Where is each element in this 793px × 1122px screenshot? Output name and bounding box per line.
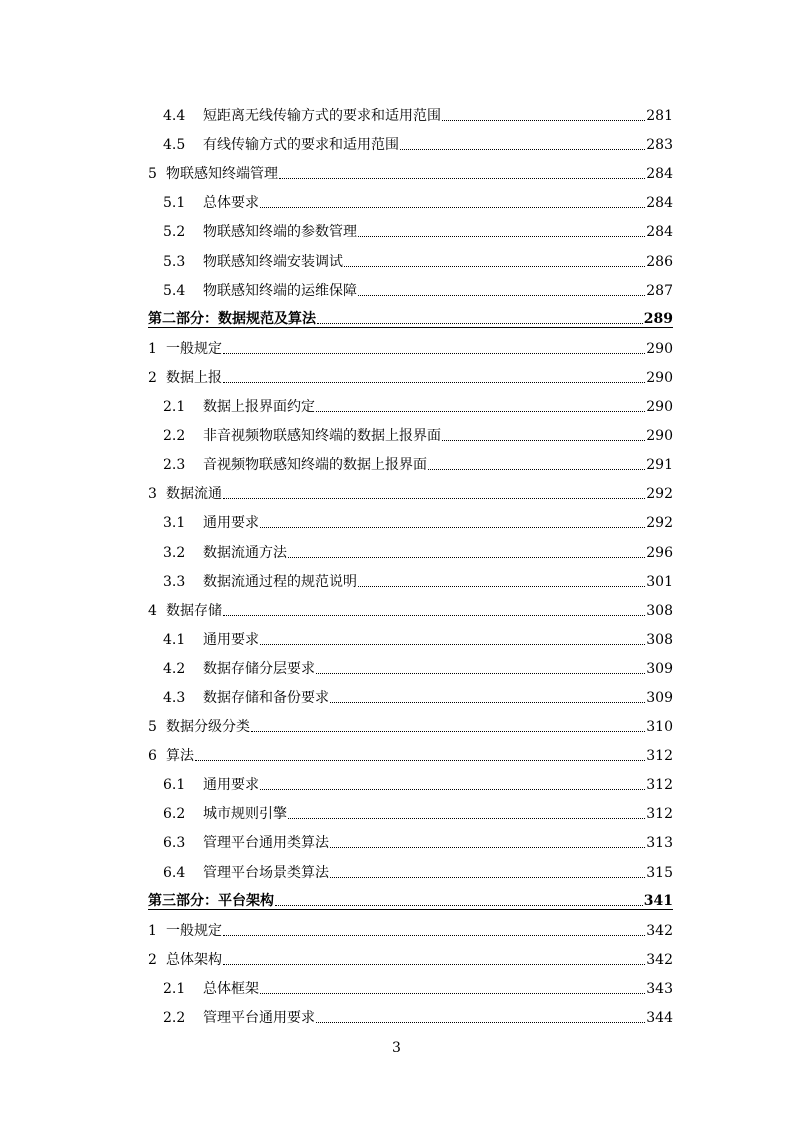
toc-entry-page: 290 [646,340,673,357]
toc-entry-title: 物联感知终端管理 [166,166,278,183]
toc-entry[interactable] [148,240,673,269]
dot-leader [428,456,645,470]
toc-entry-title: 管理平台通用要求 [203,1010,315,1026]
toc-entry-title: 第三部分：平台架构 [148,892,274,909]
toc-entry-title: 数据上报界面约定 [203,399,315,416]
toc-entry[interactable] [148,764,673,793]
toc-entry-title: 数据存储 [166,602,222,619]
toc-entry-title: 管理平台场景类算法 [203,864,329,881]
toc-entry-number: 4.2 [163,660,186,677]
dot-leader [279,165,645,179]
toc-entry-number: 3.3 [163,573,186,590]
toc-entry[interactable] [148,997,673,1026]
toc-entry-page: 284 [646,224,673,241]
dot-leader [442,107,645,121]
toc-entry-title: 通用要求 [203,777,259,794]
dot-leader [317,310,643,324]
toc-entry-page: 343 [646,980,673,997]
toc-entry-number: 6.1 [163,777,186,794]
toc-entry-page: 313 [646,835,673,852]
toc-entry[interactable] [148,182,673,211]
toc-entry-title: 物联感知终端安装调试 [203,253,343,270]
toc-entry[interactable] [148,822,673,851]
toc-entry[interactable] [148,619,673,648]
toc-entry-number: 5.1 [163,195,186,212]
toc-entry-title: 短距离无线传输方式的要求和适用范围 [203,108,441,125]
toc-entry-title: 一般规定 [166,922,222,939]
toc-entry-number: 6.4 [163,864,186,881]
dot-leader [316,660,645,674]
table-of-contents [148,95,673,1026]
toc-entry[interactable] [148,95,673,124]
toc-entry[interactable] [148,851,673,880]
toc-entry-page: 310 [646,719,673,736]
toc-entry-number: 5 [148,719,157,736]
toc-entry-number: 6.2 [163,806,186,823]
toc-entry-page: 290 [646,428,673,445]
dot-leader [260,980,645,994]
dot-leader [260,514,645,528]
dot-leader [223,485,645,499]
toc-entry[interactable] [148,153,673,182]
dot-leader [223,951,645,965]
toc-entry-title: 数据流通 [166,486,222,503]
dot-leader [442,427,645,441]
toc-entry-title: 第二部分：数据规范及算法 [148,310,316,327]
dot-leader [358,573,645,587]
toc-entry-number: 3 [148,486,157,503]
dot-leader [251,718,645,732]
toc-entry-title: 总体架构 [166,951,222,968]
dot-leader [223,602,645,616]
toc-entry-page: 341 [643,892,673,909]
dot-leader [288,544,645,558]
toc-part-heading[interactable] [148,881,673,910]
toc-entry-title: 一般规定 [166,340,222,357]
toc-entry[interactable] [148,328,673,357]
toc-entry-page: 281 [646,108,673,125]
dot-leader [223,369,645,383]
toc-entry-number: 2 [148,369,157,386]
toc-entry-number: 2.2 [163,428,186,445]
toc-entry-number: 4.4 [163,108,186,125]
toc-entry[interactable] [148,211,673,240]
toc-entry-page: 342 [646,951,673,968]
dot-leader [260,194,645,208]
toc-entry-page: 283 [646,137,673,154]
toc-entry-page: 344 [646,1010,673,1026]
toc-entry-title: 数据存储分层要求 [203,660,315,677]
toc-entry-title: 通用要求 [203,515,259,532]
toc-entry-page: 309 [646,689,673,706]
toc-entry-title: 有线传输方式的要求和适用范围 [203,137,399,154]
toc-entry-title: 城市规则引擎 [203,806,287,823]
toc-entry[interactable] [148,706,673,735]
toc-entry-page: 308 [646,631,673,648]
toc-entry-number: 5.3 [163,253,186,270]
dot-leader [344,253,645,267]
toc-entry[interactable] [148,415,673,444]
dot-leader [316,1009,645,1023]
toc-entry-number: 5 [148,166,157,183]
dot-leader [316,398,645,412]
toc-entry-number: 1 [148,340,157,357]
toc-entry-title: 数据存储和备份要求 [203,689,329,706]
dot-leader [330,864,645,878]
toc-entry-number: 4.5 [163,137,186,154]
toc-entry-number: 4.1 [163,631,186,648]
toc-entry-page: 292 [646,515,673,532]
toc-entry-page: 342 [646,922,673,939]
toc-entry[interactable] [148,677,673,706]
dot-leader [260,631,645,645]
toc-entry-page: 290 [646,399,673,416]
toc-entry[interactable] [148,386,673,415]
page-number: 3 [392,1040,401,1056]
toc-entry-number: 2.3 [163,457,186,474]
toc-entry-number: 1 [148,922,157,939]
toc-entry-page: 309 [646,660,673,677]
toc-entry-page: 286 [646,253,673,270]
dot-leader [358,282,645,296]
toc-entry-page: 291 [646,457,673,474]
toc-entry-number: 6.3 [163,835,186,852]
toc-entry-title: 通用要求 [203,631,259,648]
toc-entry[interactable] [148,939,673,968]
toc-entry-title: 数据流通方法 [203,544,287,561]
toc-entry-page: 284 [646,195,673,212]
toc-entry-page: 290 [646,369,673,386]
toc-entry-title: 数据上报 [166,369,222,386]
toc-entry[interactable] [148,473,673,502]
toc-entry-title: 音视频物联感知终端的数据上报界面 [203,457,427,474]
toc-entry[interactable] [148,968,673,997]
toc-entry-title: 物联感知终端的参数管理 [203,224,357,241]
toc-entry-number: 4.3 [163,689,186,706]
toc-entry-number: 5.4 [163,282,186,299]
toc-entry-number: 6 [148,748,157,765]
toc-entry-number: 2.2 [163,1010,186,1026]
toc-entry-page: 315 [646,864,673,881]
toc-entry-number: 2.1 [163,980,186,997]
toc-entry-title: 数据流通过程的规范说明 [203,573,357,590]
toc-entry-title: 数据分级分类 [166,719,250,736]
toc-entry-number: 3.2 [163,544,186,561]
toc-entry-number: 4 [148,602,157,619]
toc-entry-page: 289 [643,310,673,327]
toc-entry-page: 301 [646,573,673,590]
toc-entry-title: 管理平台通用类算法 [203,835,329,852]
toc-entry[interactable] [148,531,673,560]
toc-entry-page: 312 [646,777,673,794]
toc-entry-page: 308 [646,602,673,619]
toc-entry-number: 2 [148,951,157,968]
toc-entry-page: 312 [646,748,673,765]
toc-entry[interactable] [148,910,673,939]
dot-leader [260,776,645,790]
toc-entry-number: 2.1 [163,399,186,416]
toc-entry[interactable] [148,124,673,153]
toc-entry[interactable] [148,648,673,677]
dot-leader [195,747,645,761]
toc-entry-page: 312 [646,806,673,823]
toc-part-heading[interactable] [148,299,673,328]
dot-leader [223,922,645,936]
dot-leader [330,834,645,848]
toc-entry-title: 非音视频物联感知终端的数据上报界面 [203,428,441,445]
toc-entry[interactable] [148,590,673,619]
toc-entry-page: 284 [646,166,673,183]
toc-entry-title: 总体要求 [203,195,259,212]
dot-leader [223,340,645,354]
toc-entry-title: 物联感知终端的运维保障 [203,282,357,299]
toc-entry-number: 5.2 [163,224,186,241]
toc-entry[interactable] [148,270,673,299]
toc-entry[interactable] [148,735,673,764]
toc-entry[interactable] [148,502,673,531]
toc-entry-title: 总体框架 [203,980,259,997]
toc-entry-page: 292 [646,486,673,503]
dot-leader [330,689,645,703]
toc-entry-page: 296 [646,544,673,561]
toc-entry[interactable] [148,444,673,473]
toc-entry[interactable] [148,561,673,590]
dot-leader [400,136,645,150]
toc-entry-number: 3.1 [163,515,186,532]
toc-entry[interactable] [148,793,673,822]
dot-leader [275,892,643,906]
toc-entry-title: 算法 [166,748,194,765]
dot-leader [358,223,645,237]
dot-leader [288,805,645,819]
toc-entry-page: 287 [646,282,673,299]
toc-entry[interactable] [148,357,673,386]
